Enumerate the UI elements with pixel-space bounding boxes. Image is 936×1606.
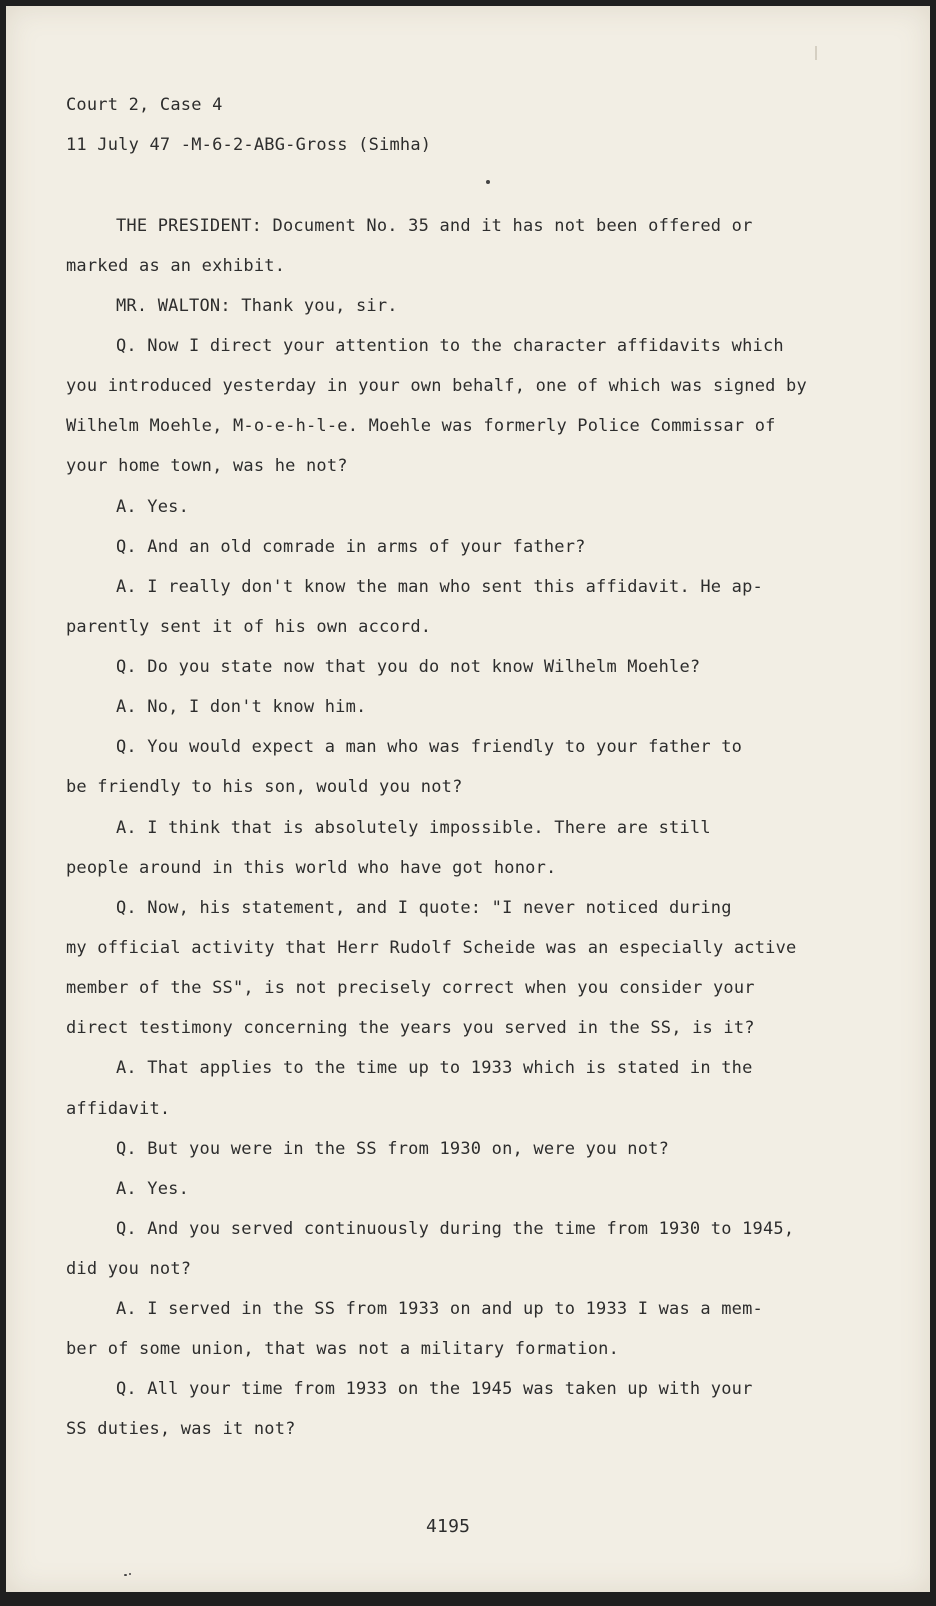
transcript-line: A. I served in the SS from 1933 on and up to 1933 I was a mem- [116,1299,763,1319]
transcript-line: Q. Now, his statement, and I quote: "I never noticed during [116,898,732,918]
transcript-line: THE PRESIDENT: Document No. 35 and it has not been offered or [116,216,753,236]
header-session-line: 11 July 47 -M-6-2-ABG-Gross (Simha) [66,135,432,155]
transcript-line: ber of some union, that was not a military formation. [66,1339,620,1359]
paper-mark [815,46,817,60]
transcript-line: Q. You would expect a man who was friendly to your father to [116,737,743,757]
transcript-line: be friendly to his son, would you not? [66,777,463,797]
page-number: 4195 [426,1516,471,1537]
header-court-case: Court 2, Case 4 [66,95,223,115]
transcript-line: Q. All your time from 1933 on the 1945 was taken up with your [116,1379,753,1399]
transcript-line: direct testimony concerning the years you served in the SS, is it? [66,1018,755,1038]
transcript-line: SS duties, was it not? [66,1419,296,1439]
transcript-line: A. That applies to the time up to 1933 which is stated in the [116,1058,753,1078]
transcript-line: marked as an exhibit. [66,256,286,276]
transcript-line: parently sent it of his own accord. [66,617,432,637]
transcript-line: A. Yes. [116,1179,190,1199]
transcript-line: affidavit. [66,1099,171,1119]
ink-speck [129,1573,131,1575]
transcript-line: Wilhelm Moehle, M-o-e-h-l-e. Moehle was formerly Police Commissar of [66,416,776,436]
transcript-line: Q. And an old comrade in arms of your father? [116,537,586,557]
transcript-line: MR. WALTON: Thank you, sir. [116,296,398,316]
transcript-line: Q. And you served continuously during the time from 1930 to 1945, [116,1219,795,1239]
transcript-line: your home town, was he not? [66,456,348,476]
transcript-line: A. I think that is absolutely impossible. There are still [116,818,711,838]
transcript-line: you introduced yesterday in your own behalf, one of which was signed by [66,376,807,396]
transcript-line: did you not? [66,1259,192,1279]
ink-speck [124,1574,127,1576]
transcript-line: A. Yes. [116,497,190,517]
transcript-line: member of the SS", is not precisely correct when you consider your [66,978,755,998]
transcript-line: Q. Now I direct your attention to the character affidavits which [116,336,784,356]
transcript-line: A. No, I don't know him. [116,697,367,717]
transcript-line: my official activity that Herr Rudolf Scheide was an especially active [66,938,797,958]
transcript-line: people around in this world who have got honor. [66,858,557,878]
transcript-line: Q. Do you state now that you do not know Wilhelm Moehle? [116,657,701,677]
ink-speck [486,180,490,184]
document-page [6,6,930,1592]
transcript-line: A. I really don't know the man who sent this affidavit. He ap- [116,577,763,597]
transcript-line: Q. But you were in the SS from 1930 on, were you not? [116,1139,670,1159]
